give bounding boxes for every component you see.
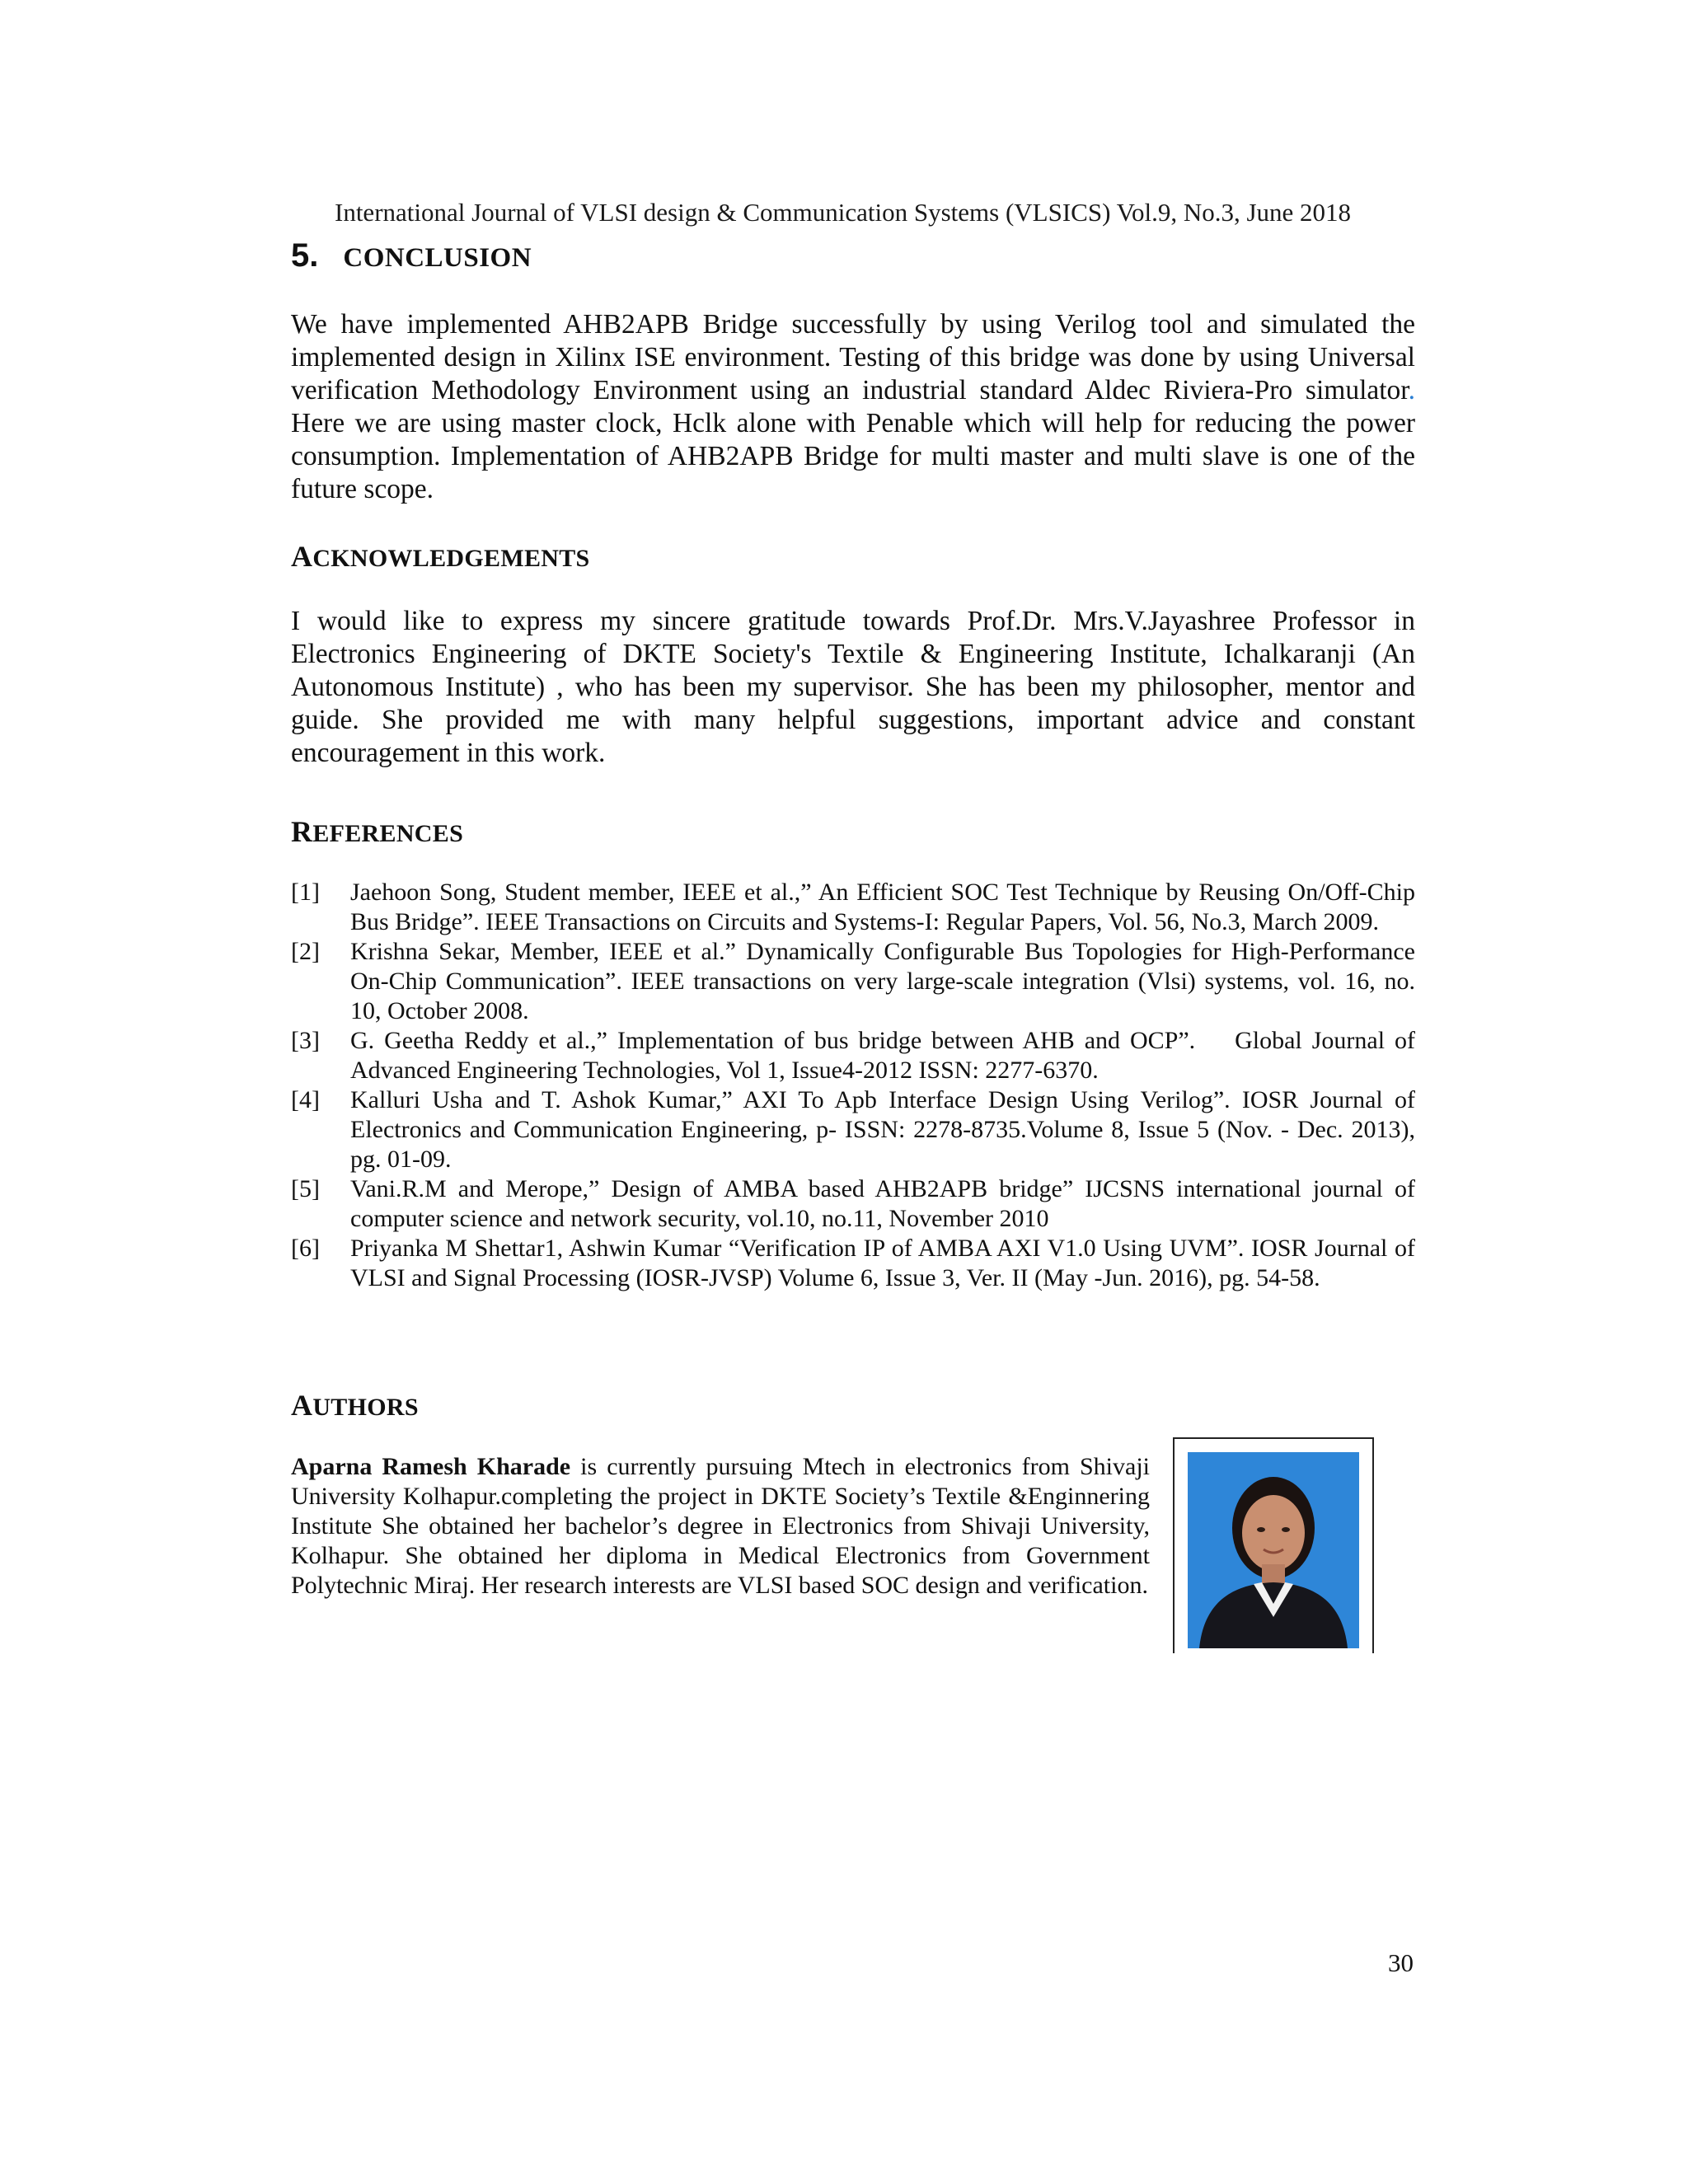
reference-text: Priyanka M Shettar1, Ashwin Kumar “Verification IP of AMBA AXI V1.0 Using UVM”. IOSR Journal of VLSI and Signal Processing (IOSR-JVSP) Volume 6, Issue 3, Ver. II (May -Jun. 2016), pg. 54-58. bbox=[350, 1235, 1415, 1291]
heading-rest: UTHORS bbox=[312, 1394, 419, 1421]
conclusion-paragraph bbox=[291, 308, 1415, 506]
heading-initial: A bbox=[291, 1389, 313, 1422]
reference-number: [5] bbox=[291, 1175, 320, 1202]
reference-number: [3] bbox=[291, 1027, 320, 1054]
reference-number: [2] bbox=[291, 938, 320, 965]
reference-item bbox=[291, 1234, 1415, 1293]
reference-item bbox=[291, 1085, 1415, 1174]
author-bio bbox=[291, 1452, 1150, 1601]
section-number: 5. bbox=[291, 237, 319, 274]
acknowledgements-heading bbox=[291, 539, 590, 574]
reference-list bbox=[291, 878, 1420, 1293]
heading-initial: A bbox=[291, 540, 313, 573]
conclusion-text-part2: Here we are using master clock, Hclk alone with Penable which will help for reducing the power consumption. Implementation of AHB2APB Bridge for multi master and multi slave is one of the future scope. bbox=[291, 408, 1415, 504]
heading-initial: R bbox=[291, 815, 313, 848]
reference-text: Kalluri Usha and T. Ashok Kumar,” AXI To Apb Interface Design Using Verilog”. IOSR Journal of Electronics and Communication Engineering, p- ISSN: 2278-8735.Volume 8, Issue 5 (Nov. - Dec. 2013), pg. 01-09. bbox=[350, 1086, 1415, 1173]
author-bio-text: is currently pursuing Mtech in electronics from Shivaji University Kolhapur.completing the project in DKTE Society’s Textile &Enginnering Institute She obtained her bachelor’s degree in Electronics from Shivaji University, Kolhapur. She obtained her diploma in Medical Electronics from Government Polytechnic Miraj. Her research interests are VLSI based SOC design and verification. bbox=[291, 1453, 1150, 1599]
reference-text: Jaehoon Song, Student member, IEEE et al.,” An Efficient SOC Test Technique by Reusing On/Off-Chip Bus Bridge”. IEEE Transactions on Circuits and Systems-I: Regular Papers, Vol. 56, No.3, March 2009. bbox=[350, 879, 1415, 935]
heading-rest: CKNOWLEDGEMENTS bbox=[312, 545, 590, 572]
reference-text: G. Geetha Reddy et al.,” Implementation of bus bridge between AHB and OCP”. Global Journal of Advanced Engineering Technologies, Vol 1, Issue4-2012 ISSN: 2277-6370. bbox=[350, 1027, 1420, 1084]
reference-item bbox=[291, 1174, 1415, 1234]
authors-heading bbox=[291, 1388, 419, 1422]
author-photo-frame bbox=[1173, 1437, 1374, 1653]
conclusion-text-part1: We have implemented AHB2APB Bridge successfully by using Verilog tool and simulated the implemented design in Xilinx ISE environment. Testing of this bridge was done by using Universal verification Methodology Environment using an industrial standard Aldec Riviera-Pro simulator bbox=[291, 309, 1415, 405]
acknowledgements-paragraph: I would like to express my sincere gratitude towards Prof.Dr. Mrs.V.Jayashree Professor in Electronics Engineering of DKTE Society's Textile & Engineering Institute, Ichalkaranji (An Autonomous Institute) , who has been my supervisor. She has been my philosopher, mentor and guide. She provided me with many helpful suggestions, important advice and constant encouragement in this work. bbox=[291, 606, 1415, 768]
reference-number: [4] bbox=[291, 1086, 320, 1113]
reference-number: [6] bbox=[291, 1235, 320, 1262]
conclusion-heading bbox=[291, 237, 532, 274]
reference-item bbox=[291, 937, 1415, 1026]
author-photo bbox=[1188, 1452, 1359, 1648]
heading-rest: EFERENCES bbox=[312, 820, 464, 847]
running-header: International Journal of VLSI design & Communication Systems (VLSICS) Vol.9, No.3, June 2018 bbox=[335, 198, 1352, 227]
page-number: 30 bbox=[1388, 1948, 1414, 1977]
author-name: Aparna Ramesh Kharade bbox=[291, 1453, 571, 1480]
reference-item bbox=[291, 1026, 1420, 1085]
reference-item bbox=[291, 878, 1415, 937]
reference-text: Vani.R.M and Merope,” Design of AMBA based AHB2APB bridge” IJCSNS international journal of computer science and network security, vol.10, no.11, November 2010 bbox=[350, 1175, 1415, 1232]
section-title: CONCLUSION bbox=[343, 243, 532, 273]
conclusion-colored-period: . bbox=[1408, 375, 1415, 405]
reference-number: [1] bbox=[291, 879, 320, 906]
reference-text: Krishna Sekar, Member, IEEE et al.” Dynamically Configurable Bus Topologies for High-Performance On-Chip Communication”. IEEE transactions on very large-scale integration (Vlsi) systems, vol. 16, no. 10, October 2008. bbox=[350, 938, 1415, 1024]
references-heading bbox=[291, 814, 463, 849]
